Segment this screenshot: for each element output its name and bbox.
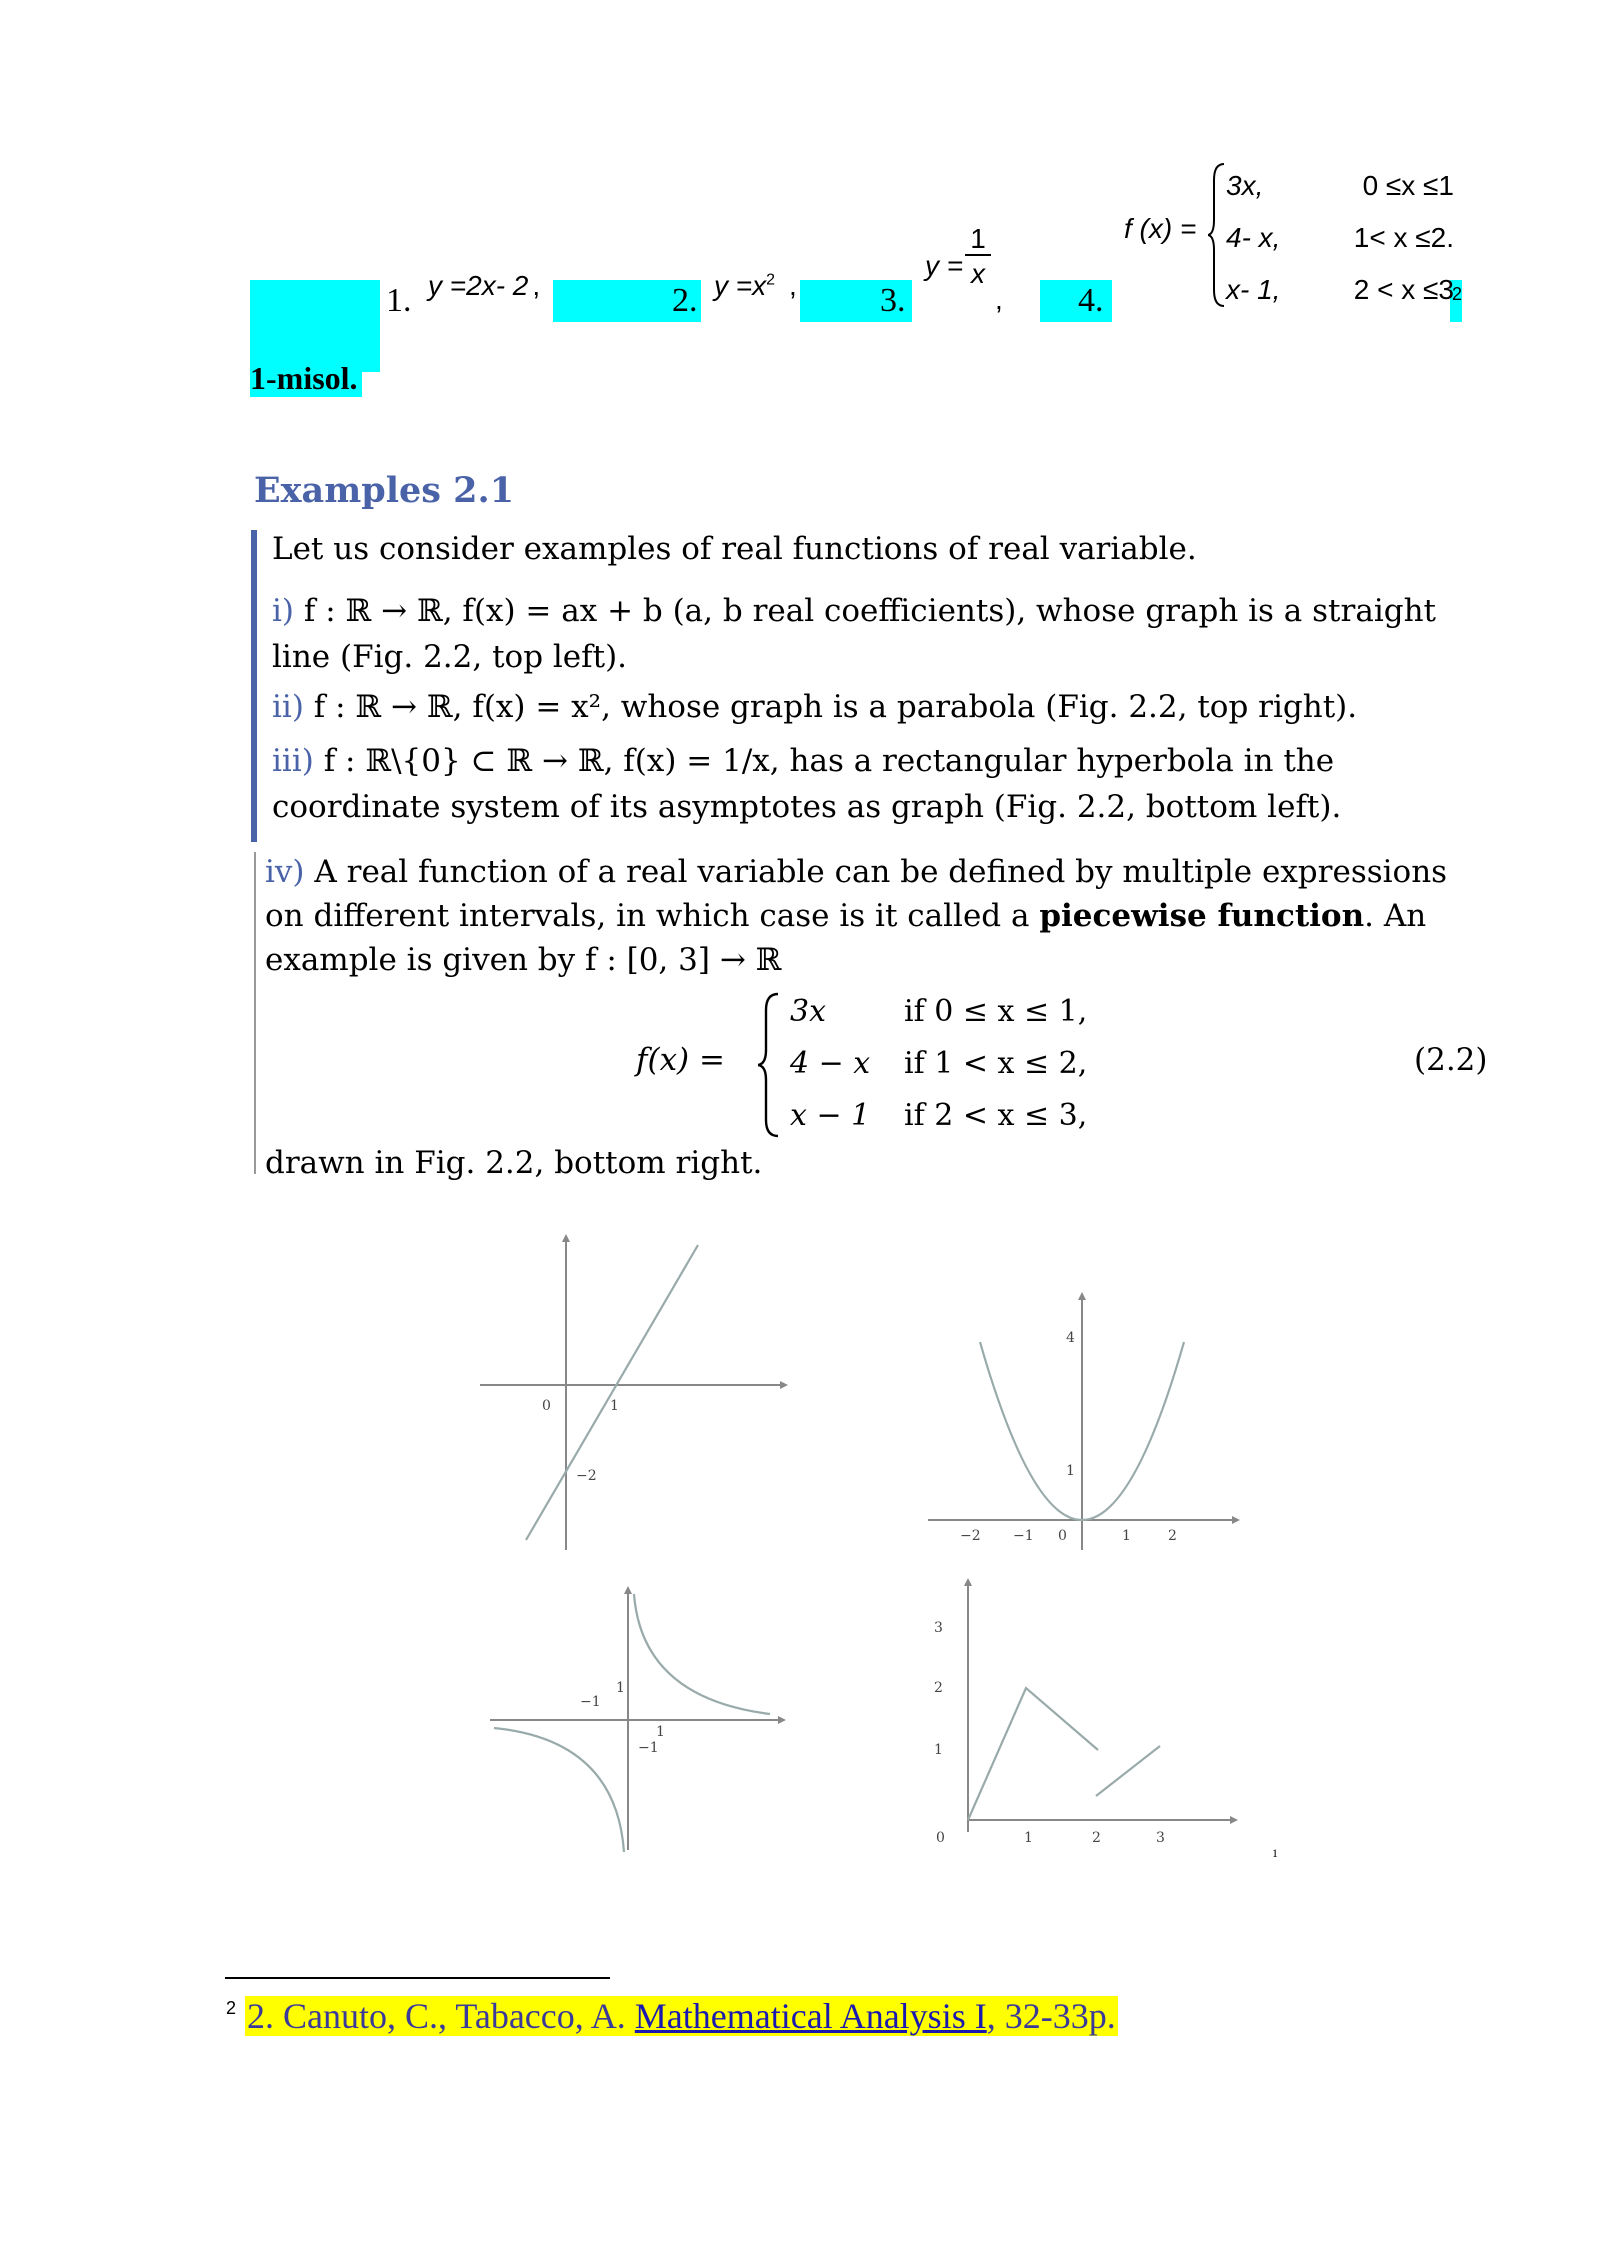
y-tick-label: 4: [1066, 1330, 1075, 1346]
origin-label: 0: [542, 1398, 551, 1414]
exercise-3-equation: [925, 250, 963, 282]
item-text: f : ℝ → ℝ, f(x) = ax + b (a, b real coefficients), whose graph is a straight line (Fig. 2.2, top left).: [272, 593, 1436, 675]
footnote-reference[interactable]: 2: [1452, 284, 1463, 304]
arrow-icon: [964, 1578, 972, 1586]
x-tick-label: 1: [1024, 1830, 1033, 1846]
exercise-2-number: 2.: [672, 282, 698, 319]
footnote-pages: , 32-33p.: [986, 1996, 1116, 2036]
x-tick-label: 3: [1156, 1830, 1165, 1846]
x-tick-label: 2: [1168, 1528, 1177, 1544]
item-mark: ii): [272, 689, 304, 725]
figure-line-graph: [470, 1230, 790, 1560]
item-bold: piecewise function: [1039, 898, 1365, 934]
exercise-3-text: y =: [925, 250, 964, 281]
tick-label: −1: [638, 1740, 659, 1756]
arrow-icon: [780, 1381, 788, 1389]
case-expr: 3x: [790, 994, 827, 1029]
comma: ,: [995, 284, 1003, 315]
case-expr: x − 1: [790, 1098, 871, 1133]
y-tick-label: 1: [934, 1742, 943, 1758]
arrow-icon: [778, 1716, 786, 1724]
brace-icon: [1208, 160, 1228, 310]
case-cond: 0 ≤x ≤1: [1362, 170, 1454, 201]
fraction-denominator: x: [971, 258, 985, 289]
comma: ,: [532, 270, 541, 301]
example-item-iii: [272, 738, 1494, 830]
figure-piecewise-graph: [920, 1570, 1240, 1860]
arrow-icon: [624, 1586, 632, 1594]
tick-label: −1: [580, 1694, 601, 1710]
item-text: f : ℝ → ℝ, f(x) = x², whose graph is a parabola (Fig. 2.2, top right).: [313, 689, 1358, 725]
tick-label: 1: [616, 1680, 625, 1696]
examples-intro: Let us consider examples of real functions of real variable.: [272, 531, 1197, 567]
figure-parabola-graph: [920, 1290, 1240, 1560]
piecewise-segment-2: [1096, 1746, 1160, 1796]
origin-label: 0: [936, 1830, 945, 1846]
exercise-2-text: y =x: [714, 270, 767, 301]
piecewise-exprs: [1226, 160, 1280, 316]
hyperbola-branch-right: [634, 1594, 770, 1714]
item-text: f : ℝ\{0} ⊂ ℝ → ℝ, f(x) = 1/x, has a rectangular hyperbola in the coordinate system of its asymptotes as graph (Fig. 2.2, bottom left).: [272, 743, 1342, 825]
footnote-text: [245, 1996, 1118, 2036]
footnote-authors: 2. Canuto, C., Tabacco, A.: [247, 1996, 635, 2036]
case-expr: 4 − x: [790, 1046, 871, 1081]
x-tick-label: 0: [1058, 1528, 1067, 1544]
arrow-icon: [562, 1234, 570, 1242]
misol-heading: 1-misol.: [250, 360, 362, 397]
arrow-icon: [1232, 1516, 1240, 1524]
exercise-3-fraction: [965, 224, 991, 292]
exercise-3-number: 3.: [880, 282, 906, 319]
case-cond: 1< x ≤2.: [1353, 222, 1454, 253]
exercise-2-sup: 2: [766, 271, 776, 289]
example-item-i: [272, 588, 1494, 680]
left-rule-thin: [254, 852, 256, 1174]
case-expr: 3x,: [1226, 170, 1264, 201]
y-tick-label: −2: [576, 1468, 597, 1484]
case-cond: if 2 < x ≤ 3,: [904, 1098, 1088, 1133]
x-tick-label: 2: [1092, 1830, 1101, 1846]
hyperbola-branch-left: [494, 1728, 624, 1852]
brace-icon: [758, 990, 782, 1140]
case-cond: 2 < x ≤3: [1353, 274, 1454, 305]
arrow-icon: [1078, 1292, 1086, 1300]
footnote-marker: 2: [226, 1998, 237, 2018]
exercise-1-equation: [428, 270, 540, 302]
x-tick-label: −1: [1013, 1528, 1034, 1544]
stray-mark: 1: [1272, 1846, 1278, 1860]
exercise-1-number: 1.: [386, 282, 412, 319]
footnote-rule: [225, 1977, 610, 1979]
footnote: [226, 1995, 1118, 2037]
figure-hyperbola-graph: [480, 1580, 800, 1860]
line-curve: [526, 1245, 698, 1540]
exercise-4-text: f (x) =: [1124, 213, 1197, 244]
case-cond: if 0 ≤ x ≤ 1,: [904, 994, 1088, 1029]
example-item-iv: [265, 850, 1495, 982]
footnote-book-link[interactable]: Mathematical Analysis I: [634, 1996, 987, 2036]
piecewise-segment-1: [968, 1688, 1098, 1820]
y-tick-label: 2: [934, 1680, 943, 1696]
exercise-4-number: 4.: [1078, 282, 1104, 319]
x-tick-label: 1: [610, 1398, 619, 1414]
case-expr: x- 1,: [1226, 274, 1281, 305]
exercise-1-text: y =2x- 2: [428, 270, 529, 301]
exercise-2-equation: [714, 270, 797, 302]
exercise-4-lhs: [1124, 213, 1196, 245]
formula-conds: [904, 986, 1087, 1142]
left-rule-accent: [251, 530, 257, 842]
y-tick-label: 1: [1066, 1463, 1075, 1479]
case-expr: 4- x,: [1226, 222, 1281, 253]
example-item-ii: [272, 684, 1494, 730]
item-mark: iv): [265, 854, 305, 890]
tick-label: 1: [656, 1724, 665, 1740]
item-text: A real function of a real variable can be defined by multiple expressions on different intervals, in which case is it called a: [265, 854, 1448, 934]
examples-title: Examples 2.1: [254, 470, 515, 511]
x-tick-label: 1: [1122, 1528, 1131, 1544]
item-mark: iii): [272, 743, 314, 779]
piecewise-conds: [1334, 160, 1454, 316]
fraction-numerator: 1: [965, 224, 991, 256]
arrow-icon: [1230, 1816, 1238, 1824]
y-tick-label: 3: [934, 1620, 943, 1636]
formula-lhs: f(x) =: [636, 1042, 725, 1078]
x-tick-label: −2: [960, 1528, 981, 1544]
formula-exprs: [790, 986, 870, 1142]
case-cond: if 1 < x ≤ 2,: [904, 1046, 1088, 1081]
examples-closing: drawn in Fig. 2.2, bottom right.: [265, 1145, 763, 1181]
item-mark: i): [272, 593, 295, 629]
item-text: . An example is given by f : [0, 3] → ℝ: [265, 898, 1427, 978]
exercise-highlight-band: [250, 280, 380, 372]
comma: ,: [789, 270, 797, 301]
equation-number: (2.2): [1414, 1042, 1488, 1078]
